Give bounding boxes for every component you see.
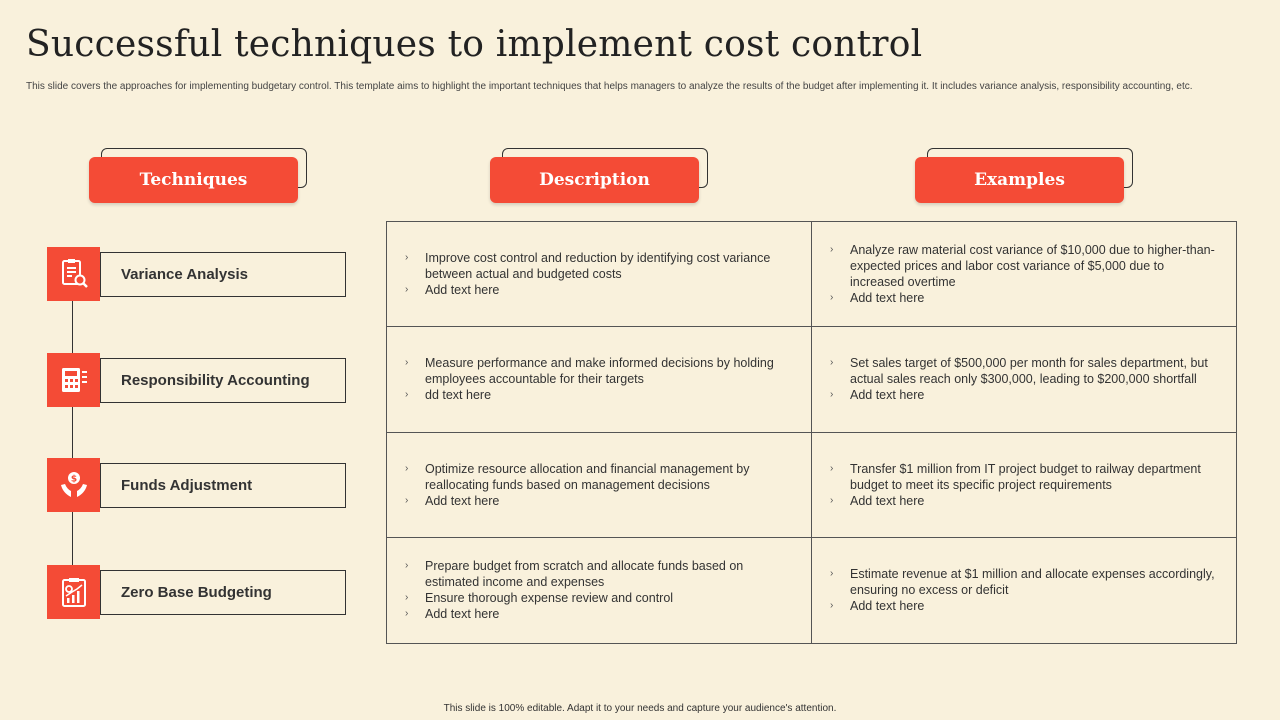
technique-label: Variance Analysis (100, 252, 346, 297)
list-item: › Analyze raw material cost variance of $10,000 due to higher-than-expected prices and labor cost variance of $5,000 due to increased overtime (830, 242, 1219, 290)
list-item: › Add text here (405, 493, 793, 509)
techniques-table (386, 221, 1237, 644)
examples-cell (812, 327, 1237, 432)
list-item: › Ensure thorough expense review and control (405, 590, 793, 606)
page-subtitle: This slide covers the approaches for implementing budgetary control. This template aims to highlight the important techniques that helps managers to analyze the results of the budget after implementing it. It includes variance analysis, responsibility accounting, etc. (26, 81, 1193, 92)
list-item: › Add text here (830, 387, 1219, 403)
calculator-document-icon (47, 353, 100, 407)
list-item: › Improve cost control and reduction by identifying cost variance between actual and budgeted costs (405, 250, 793, 282)
techniques-header (89, 148, 307, 204)
list-item: › Estimate revenue at $1 million and allocate expenses accordingly, ensuring no excess or deficit (830, 566, 1219, 598)
technique-label: Responsibility Accounting (100, 358, 346, 403)
description-cell (387, 433, 812, 538)
list-item: › Add text here (830, 598, 1219, 614)
technique-row-variance-analysis (47, 247, 347, 301)
examples-cell (812, 222, 1237, 327)
techniques-header-label: Techniques (89, 157, 298, 203)
hands-money-icon (47, 458, 100, 512)
page-title: Successful techniques to implement cost control (26, 24, 923, 65)
clipboard-chart-icon (47, 565, 100, 619)
technique-row-zero-base-budgeting (47, 565, 347, 619)
checklist-magnifier-icon (47, 247, 100, 301)
description-cell (387, 222, 812, 327)
list-item: › Measure performance and make informed decisions by holding employees accountable for their targets (405, 355, 793, 387)
technique-label: Zero Base Budgeting (100, 570, 346, 615)
list-item: › Transfer $1 million from IT project budget to railway department budget to meet its specific project requirements (830, 461, 1219, 493)
list-item: › Add text here (830, 493, 1219, 509)
list-item: › Add text here (405, 282, 793, 298)
description-header (490, 148, 708, 204)
description-cell (387, 327, 812, 432)
technique-row-funds-adjustment (47, 458, 347, 512)
list-item: › dd text here (405, 387, 793, 403)
technique-label: Funds Adjustment (100, 463, 346, 508)
technique-row-responsibility-accounting (47, 353, 347, 407)
list-item: › Optimize resource allocation and financial management by reallocating funds based on management decisions (405, 461, 793, 493)
list-item: › Prepare budget from scratch and allocate funds based on estimated income and expenses (405, 558, 793, 590)
examples-cell (812, 433, 1237, 538)
examples-cell (812, 538, 1237, 643)
examples-header-label: Examples (915, 157, 1124, 203)
examples-header (915, 148, 1133, 204)
svg-text:$: $ (70, 474, 77, 485)
description-cell (387, 538, 812, 643)
list-item: › Add text here (830, 290, 1219, 306)
list-item: › Add text here (405, 606, 793, 622)
description-header-label: Description (490, 157, 699, 203)
technique-connector-line (72, 300, 73, 566)
list-item: › Set sales target of $500,000 per month for sales department, but actual sales reach only $300,000, leading to $200,000 shortfall (830, 355, 1219, 387)
footer-note: This slide is 100% editable. Adapt it to your needs and capture your audience's attention. (443, 703, 837, 714)
